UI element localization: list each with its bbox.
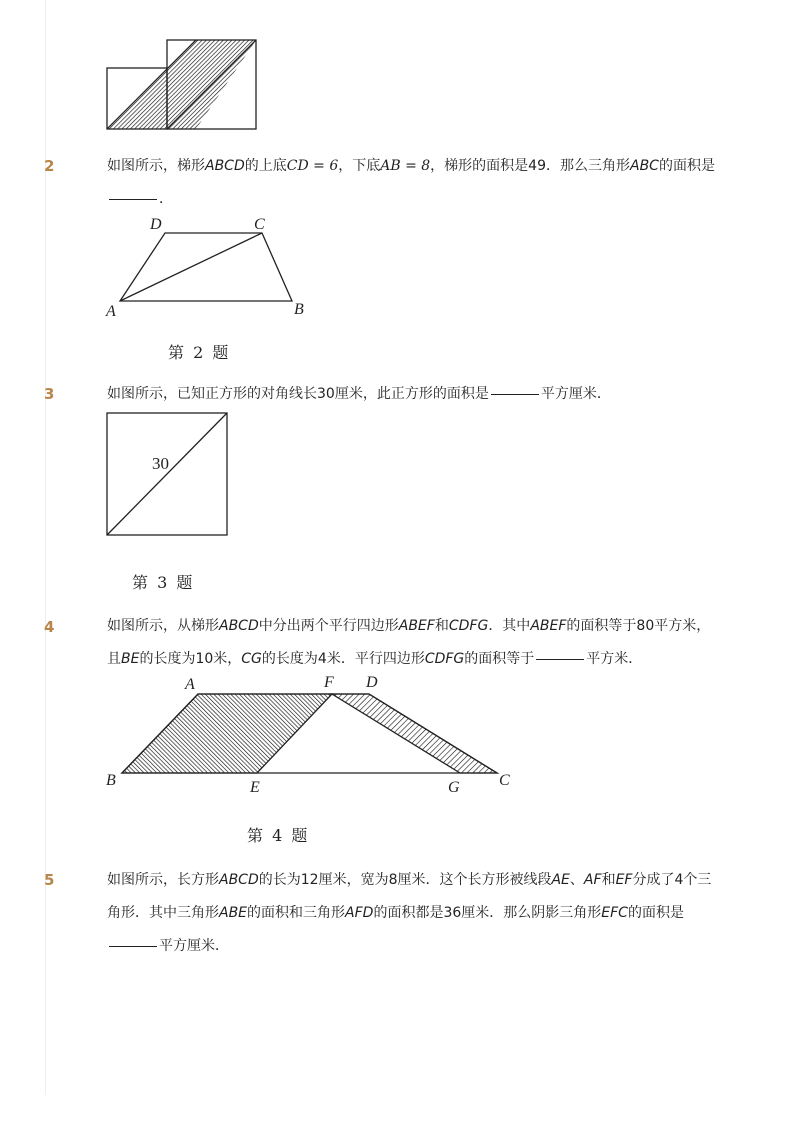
q2-trapezoid-figure: [100, 210, 320, 320]
q3-answer-blank: [491, 393, 539, 395]
q4-number: 4: [44, 618, 55, 636]
q2-label-b: B: [294, 301, 304, 318]
q3-square-figure: [100, 405, 240, 540]
q4-label-b: B: [106, 772, 116, 789]
q3-text: 如图所示，已知正方形的对角线长30厘米，此正方形的面积是 平方厘米．: [107, 386, 611, 402]
q4-label-e: E: [250, 779, 260, 796]
q3-diagonal-label: 30: [152, 454, 169, 473]
q4-label-d: D: [366, 674, 378, 691]
q2-text: 如图所示，梯形ABCD的上底CD = 6，下底AB = 8，梯形的面积是49．那么三角形ABC的面积是 ．: [107, 158, 715, 207]
q5-text: 如图所示，长方形ABCD的长为12厘米，宽为8厘米．这个长方形被线段AE、AF和EF分成了4个三 角形．其中三角形ABE的面积和三角形AFD的面积都是36厘米．那么阴影三角形EFC的面积是 平方厘米．: [107, 872, 712, 954]
q2-label-c: C: [254, 216, 265, 233]
q4-answer-blank: [536, 658, 584, 660]
q4-parallelogram-abef: [122, 694, 332, 773]
q2-number: 2: [44, 157, 55, 175]
q2-caption: 第 2 题: [168, 343, 231, 362]
q3-number: 3: [44, 385, 55, 403]
q4-parallelogram-cdfg: [332, 694, 497, 773]
q4-label-g: G: [448, 779, 460, 796]
q4-label-a: A: [185, 676, 195, 693]
q4-label-c: C: [499, 772, 510, 789]
q2-label-a: A: [106, 303, 116, 320]
q3-caption: 第 3 题: [132, 573, 195, 592]
q4-caption: 第 4 题: [247, 826, 310, 845]
q2-label-d: D: [150, 216, 162, 233]
q4-text: 如图所示，从梯形ABCD中分出两个平行四边形ABEF和CDFG．其中ABEF的面积等于80平方米， 且BE的长度为10米，CG的长度为4米．平行四边形CDFG的面积等于 平方米．: [107, 618, 711, 667]
q4-label-f: F: [324, 674, 334, 691]
q2-answer-blank: [109, 198, 157, 200]
q4-trapezoid-figure: [100, 670, 530, 805]
q1-figure: [0, 0, 800, 140]
q5-number: 5: [44, 871, 55, 889]
q5-answer-blank: [109, 945, 157, 947]
